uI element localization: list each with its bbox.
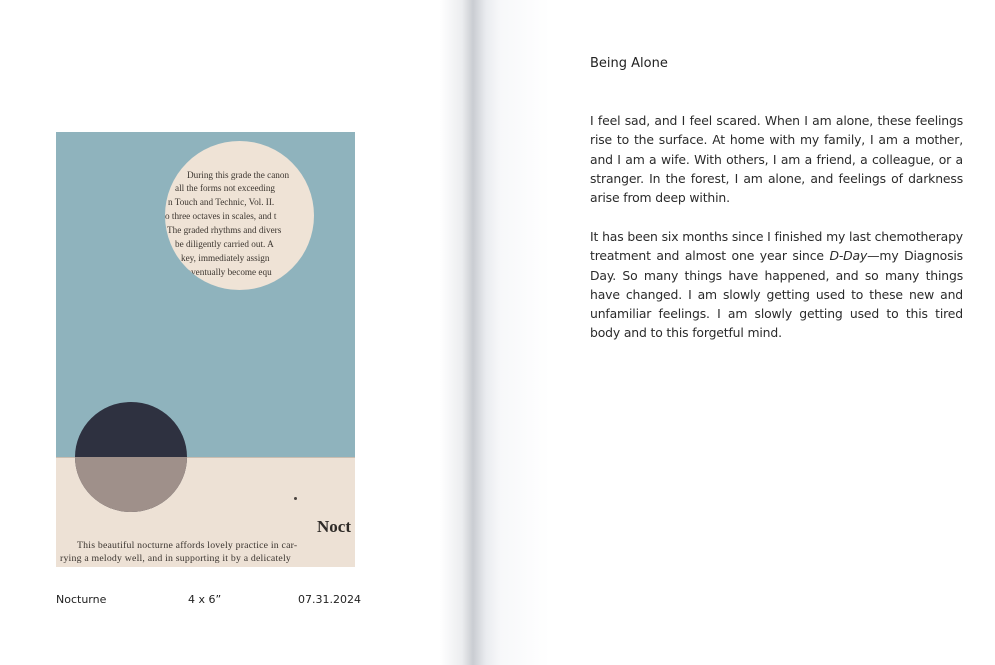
circle-text-line: o three octaves in scales, and t [165, 211, 277, 221]
paragraph-2-text-continued: —my Diagnosis Day. So many things have happened, and so many things have changed. I am slowly getting used to these new and unfamiliar feelings. I am slowly getting used to this tired body and to this forgetful mind. [590, 248, 963, 341]
circle-text-line: key, immediately assign [181, 253, 270, 263]
artwork-text-line: This beautiful nocturne affords lovely practice in car- [77, 540, 298, 551]
essay-title: Being Alone [590, 56, 668, 71]
circle-heading: Sc [297, 151, 310, 166]
collage-artwork [56, 132, 355, 567]
circle-text-line: be diligently carried out. A [175, 239, 274, 249]
right-page [495, 0, 995, 665]
paragraph-2-text: It has been six months since I finished my last chemotherapy treatment and almost one year since [590, 229, 963, 264]
disc-reflection [75, 457, 187, 512]
artwork-date: 07.31.2024 [298, 593, 361, 606]
artwork-text-line: rying a melody well, and in supporting it by a delicately [60, 553, 291, 564]
d-day-emphasis: D-Day [829, 248, 868, 264]
circle-text-line: n Touch and Technic, Vol. II. [168, 197, 275, 207]
artwork-size: 4 x 6” [188, 593, 222, 606]
artwork-title: Nocturne [56, 593, 107, 606]
left-page [0, 0, 470, 665]
essay-paragraph-1: I feel sad, and I feel scared. When I am alone, these feelings rise to the surface. At home with my family, I am a mother, and I am a wife. With others, I am a friend, a colleague, or a stranger. In the forest, I am alone, and feelings of darkness arise from deep within. [590, 113, 963, 206]
essay-paragraph-2 [590, 227, 963, 343]
sheet-music-text-circle [165, 141, 314, 290]
circle-text-line: During this grade the canon [187, 170, 290, 180]
dark-disc [75, 402, 187, 512]
circle-text-line: The graded rhythms and divers [167, 225, 282, 235]
nocturne-heading: Noct [317, 517, 351, 536]
circle-text-line: eventually become equ [187, 267, 272, 277]
ink-dot [294, 497, 297, 500]
circle-text-line: all the forms not exceeding [175, 183, 276, 193]
